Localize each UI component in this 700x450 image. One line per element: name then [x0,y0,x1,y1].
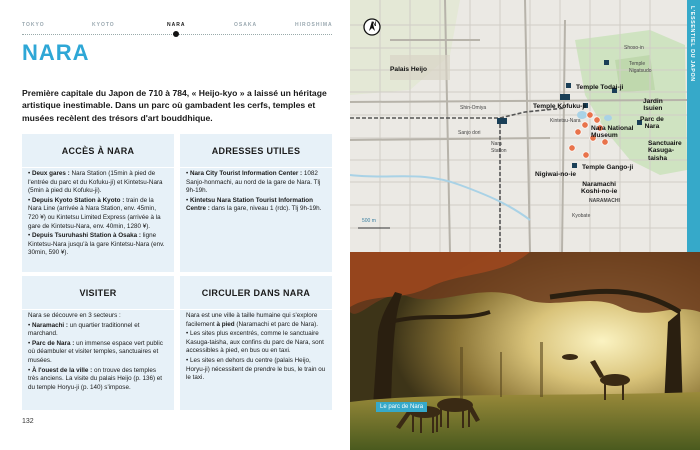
side-tab-label: L'ESSENTIEL DU JAPON [689,6,695,82]
circuler-item-text: Les sites plus excentrés, comme le sanctuaire Kasuga-taisha, aux confins du parc de Nara, sont accessibles à pied, en bus ou en taxi. [186,330,324,355]
nav-item-nara[interactable]: NARA [167,22,186,28]
nav-item-hiroshima[interactable]: HIROSHIMA [295,22,333,28]
box-acces-body [28,170,168,259]
map-label-nara-national-museum[interactable]: Nara National Museum [591,125,634,140]
map-label-naramachi[interactable]: NARAMACHI [589,198,620,204]
circuler-item: • Les sites plus excentrés, comme le sanctuaire Kasuga-taisha, aux confins du parc de Nara, sont accessibles à pied, en bus ou en taxi. [186,330,324,355]
box-adresses-body [186,170,326,215]
visiter-item-text: un immense espace vert public où déambuler et visiter temples, sanctuaires et musées. [28,339,163,364]
chapter-navigation [22,22,332,36]
box-visiter-body [28,312,168,393]
visiter-item-text: on trouve des temples très anciens. La visite du palais Heijo (p. 136) et du temple Horyu-ji (p. 140) s'impose. [28,366,163,391]
map-label-jardin-isuien[interactable]: Jardin Isuien [643,98,663,113]
box-visiter-heading: VISITER [22,276,174,310]
page-number: 132 [22,418,34,425]
circuler-item-text: Les sites en dehors du centre (palais Heijo, Horyu-ji) nécessitent de prendre le bus, le train ou le taxi. [186,356,326,382]
acces-item-text: Nara Station (15min à pied de l'entrée du parc et du Kofuku-ji) et Kintetsu-Nara (5min à pied du Kofuku-ji). [28,170,163,195]
acces-item-text: ligne Kintetsu-Nara jusqu'à la gare Kintetsu-Nara (env. 30min, 590 ¥). [28,232,165,257]
map-label-nara-station[interactable]: Nara Station [491,141,507,155]
nav-item-kyoto[interactable]: KYOTO [92,22,115,28]
box-adresses-heading: ADRESSES UTILES [180,134,332,168]
map-label-nigiwai-no-ie[interactable]: Nigiwai-no-ie [535,171,577,178]
circuler-lead-bold: à pied [216,320,235,328]
city-map[interactable] [350,0,700,252]
acces-item-bold: Depuis Kyoto Station à Kyoto : [31,196,125,204]
circuler-lead [186,312,326,329]
adresses-item: • Kintetsu Nara Station Tourist Information Centre : dans la gare, niveau 1 (rdc). Tlj 9h-19h. [186,196,322,213]
acces-item: • Depuis Tsuruhashi Station à Osaka : ligne Kintetsu-Nara jusqu'à la gare Kintetsu-Nara (env. 30min, 590 ¥). [28,232,165,257]
nav-item-osaka[interactable]: OSAKA [234,22,258,28]
map-label-temple-kofuku-ji[interactable]: Temple Kofuku-ji [533,103,586,110]
map-label-parc-de-nara[interactable]: Parc de Nara [640,116,664,131]
adresses-item-text: dans la gare, niveau 1 (rdc). Tlj 9h-19h. [209,205,322,213]
compass-n-label: N [372,22,377,28]
right-page [350,0,700,450]
info-grid [22,134,332,410]
visiter-item-bold: Parc de Nara : [31,339,75,347]
nav-current-dot [173,31,179,37]
map-label-temple-nigatsudo[interactable]: Temple Nigatsudo [629,61,652,75]
chapter-side-tab [687,0,700,252]
acces-item-text: train de la Nara Line (arrivée à Nara Station, env. 45min, 720 ¥) ou Kintetsu Limited Express (arrivée à la gare de Kintetsu-Nara, env. 40min, 1280 ¥). [28,196,161,230]
visiter-lead: Nara se découvre en 3 secteurs : [28,312,121,319]
map-label-shoso-in[interactable]: Shoso-in [624,45,644,51]
box-acces-heading: ACCÈS À NARA [22,134,174,168]
box-circuler-heading: CIRCULER DANS NARA [180,276,332,310]
photo-caption: Le parc de Nara [376,402,427,412]
box-circuler-body [186,312,326,384]
box-acces [22,134,174,272]
acces-item: • Depuis Kyoto Station à Kyoto : train de la Nara Line (arrivée à Nara Station, env. 45min, 720 ¥) ou Kintetsu Limited Express (arrivée à la gare de Kintetsu-Nara, env. 40min, 1280 ¥). [28,196,161,230]
map-label-temple-gango-ji[interactable]: Temple Gango-ji [582,164,634,171]
nav-item-tokyo[interactable]: TOKYO [22,22,45,28]
box-adresses [180,134,332,272]
map-label-shin-omiya[interactable]: Shin-Omiya [460,105,487,111]
adresses-item: • Nara City Tourist Information Center : 1082 Sanjo-honmachi, au nord de la gare de Nara. Tlj 9h-19h. [186,170,321,195]
page-title: NARA [22,40,90,65]
visiter-item-bold: À l'ouest de la ville : [31,366,93,374]
map-label-kintetsu-nara[interactable]: Kintetsu-Nara [550,118,581,124]
visiter-item: • À l'ouest de la ville : on trouve des temples très anciens. La visite du palais Heijo (p. 136) et du temple Horyu-ji (p. 140) s'impose. [28,366,163,391]
acces-item-bold: Depuis Tsuruhashi Station à Osaka : [31,232,142,240]
acces-item: • Deux gares : Nara Station (15min à pied de l'entrée du parc et du Kofuku-ji) et Kintetsu-Nara (5min à pied du Kofuku-ji). [28,170,163,195]
map-label-palais-heijo[interactable]: Palais Heijo [390,66,428,73]
map-label-sanctuaire-kasuga[interactable]: Sanctuaire Kasuga- taisha [648,140,682,162]
adresses-item-text: 1082 Sanjo-honmachi, au nord de la gare de Nara. Tlj 9h-19h. [186,170,321,195]
visiter-item-text: un quartier traditionnel et marchand. [28,321,140,338]
map-scale-label: 500 m [362,218,376,224]
intro-paragraph: Première capitale du Japon de 710 à 784, « Heijo-kyo » a laissé un héritage artistique inestimable. Dans un parc où gambadent les cerfs, temples et musées recèlent des trésors d'art bouddhique. [22,88,327,123]
box-circuler [180,276,332,410]
visiter-item-bold: Naramachi : [31,321,69,329]
park-photo [350,252,700,450]
circuler-lead-end: (Naramachi et parc de Nara). [234,320,318,328]
map-label-naramachi-koshi[interactable]: Naramachi Koshi-no-ie [581,181,618,196]
circuler-item: • Les sites en dehors du centre (palais Heijo, Horyu-ji) nécessitent de prendre le bus, le train ou le taxi. [186,356,326,382]
map-label-sanjo-dori[interactable]: Sanjo dori [458,130,481,136]
map-label-temple-todai-ji[interactable]: Temple Todai-ji [576,84,624,91]
adresses-item-bold: Nara City Tourist Information Center : [189,170,303,177]
box-visiter [22,276,174,410]
map-label-kyobate[interactable]: Kyobate [572,213,591,219]
visiter-item: • Naramachi : un quartier traditionnel et marchand. [28,321,140,338]
visiter-item: • Parc de Nara : un immense espace vert public où déambuler et visiter temples, sanctuaires et musées. [28,339,163,364]
acces-item-bold: Deux gares : [31,170,70,177]
circuler-lead-text: Nara est une ville à taille humaine qui s'explore facilement [186,312,318,328]
adresses-item-bold: Kintetsu Nara Station Tourist Information Centre : [186,196,313,213]
photo-illustration [350,252,700,450]
